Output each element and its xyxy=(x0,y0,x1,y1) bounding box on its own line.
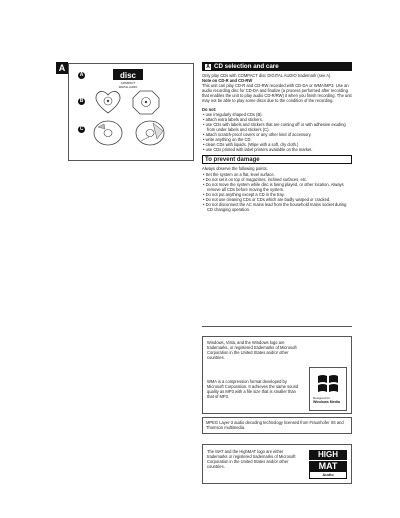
do-not-item-text: clean CDs with liquids. (Wipe with a soft, dry cloth.) xyxy=(205,142,299,148)
windows-media-logo xyxy=(309,367,347,411)
bullet-icon: • xyxy=(203,121,206,127)
sub-label-b: B xyxy=(79,98,84,104)
highmat-logo xyxy=(309,450,347,480)
svg-text:disc: disc xyxy=(119,71,137,80)
cd-selection-title: CD selection and care xyxy=(214,63,279,70)
wma-description-text: WMA is a compression format developed by Microsoft Corporation. It achieves the same sound quality as MP3 with a file size that is smaller than that of MP3. xyxy=(207,379,299,400)
cd-selection-header xyxy=(202,62,352,71)
bullet-icon: • xyxy=(203,111,206,117)
windows-trademark-box xyxy=(202,336,352,414)
bullet-icon: • xyxy=(203,142,206,148)
bullet-icon: • xyxy=(203,137,206,143)
do-not-item-text: use CDs printed with label printers available on the market. xyxy=(205,147,313,153)
prevent-damage-item-text: Do not set it on top of magazines, inclined surfaces, etc. xyxy=(205,176,308,182)
windows-logo-top: Designed for xyxy=(313,396,331,400)
cd-selection-section xyxy=(202,62,352,212)
cd-selection-tag: A xyxy=(206,63,210,70)
cd-peeling-sticker-icon xyxy=(133,119,167,147)
cd-illustration-panel xyxy=(68,63,194,161)
prevent-damage-item xyxy=(202,182,352,192)
prevent-damage-item xyxy=(202,202,352,212)
bullet-icon: • xyxy=(203,147,206,153)
section-divider xyxy=(202,326,352,327)
cd-logo-subtext: DIGITAL AUDIO xyxy=(118,86,138,89)
prevent-damage-item-text: Set the system on a flat, level surface. xyxy=(205,171,275,177)
bullet-icon: • xyxy=(203,116,206,122)
prevent-damage-item-text: Do not use cleaning CDs or CDs which are badly warped or cracked. xyxy=(205,196,331,202)
sub-label-c: C xyxy=(79,126,84,132)
prevent-damage-header: To prevent damage xyxy=(202,155,352,164)
bullet-icon: • xyxy=(203,202,206,208)
do-not-list xyxy=(202,112,352,153)
highmat-logo-top: HIGH xyxy=(309,450,347,460)
octagon-shaped-cd-icon xyxy=(131,89,161,115)
windows-flag-icon xyxy=(310,370,346,396)
do-not-item-text: attach extra labels and stickers. xyxy=(205,116,263,122)
do-not-item xyxy=(202,122,352,132)
heart-shaped-cd-icon xyxy=(93,89,123,115)
do-not-item-text: use CDs with labels and stickers that are coming off or with adhesive exuding from under labels and stickers (C). xyxy=(205,121,346,132)
highmat-trademark-text: The MAT and the HighMAT logo are either trademarks or registered trademarks of Microsoft Corporation in the United States and/or other countries. xyxy=(207,449,296,470)
bullet-icon: • xyxy=(203,191,206,197)
prevent-damage-item-text: Do not disconnect the AC mains lead from the household mains socket during CD changing operation. xyxy=(205,202,347,213)
prevent-damage-list xyxy=(202,172,352,213)
cd-intro-text: Only play CDs with COMPACT disc DIGITAL AUDIO trademark (see A). xyxy=(202,73,332,78)
bullet-icon: • xyxy=(203,132,206,138)
cd-note-heading: Note on CD-R and CD-RW xyxy=(202,78,253,84)
windows-trademark-text: Windows, Vista, and the Windows logo are trademarks, or registered trademarks of Microsoft Corporation in the United States and/or other countries. xyxy=(207,340,297,361)
bullet-icon: • xyxy=(203,176,206,182)
cd-with-label-icon xyxy=(91,119,125,147)
do-not-item-text: attach scratch-proof covers or any other kind of accessory. xyxy=(205,132,312,138)
highmat-logo-mid: MAT xyxy=(309,460,347,471)
prevent-damage-item-text: Do not move the system while disc is being played, or other location. Always remove all CDs before moving the system. xyxy=(205,181,344,192)
section-badge: A xyxy=(56,62,68,74)
do-not-heading: Do not: xyxy=(202,106,217,112)
mpeg-license-text: MPEG Layer-3 audio decoding technology licensed from Fraunhofer IIS and Thomson multimedia. xyxy=(206,420,344,431)
windows-logo-caption: Windows Media xyxy=(313,400,340,404)
prevent-damage-intro: Always observe the following points. xyxy=(202,166,268,172)
do-not-item-text: use irregularly shaped CDs (B). xyxy=(205,111,263,117)
highmat-logo-bottom: Audio xyxy=(309,471,347,479)
prevent-damage-item-text: Do not put anything except a CD in the tray. xyxy=(205,191,285,197)
bullet-icon: • xyxy=(203,181,206,187)
cd-logo-text: COMPACT xyxy=(120,81,136,85)
bullet-icon: • xyxy=(203,171,206,177)
mpeg-license-box xyxy=(202,417,352,434)
bullet-icon: • xyxy=(203,196,206,202)
cd-note-body: This unit can play CD-R and CD-RW recorded with CD-DA or WMA/MP3. Use an audio recording disc for CD-DA and finalize (a process performed after recording that enables the unit to play audio CD-R/RW) it when you finish recording. The unit may not be able to play some discs due to the condition of the recording. xyxy=(202,83,352,104)
sub-label-a: A xyxy=(79,72,84,78)
highmat-trademark-box xyxy=(202,444,352,484)
compact-disc-logo xyxy=(111,67,147,89)
do-not-item-text: write anything on the CD. xyxy=(205,137,252,143)
